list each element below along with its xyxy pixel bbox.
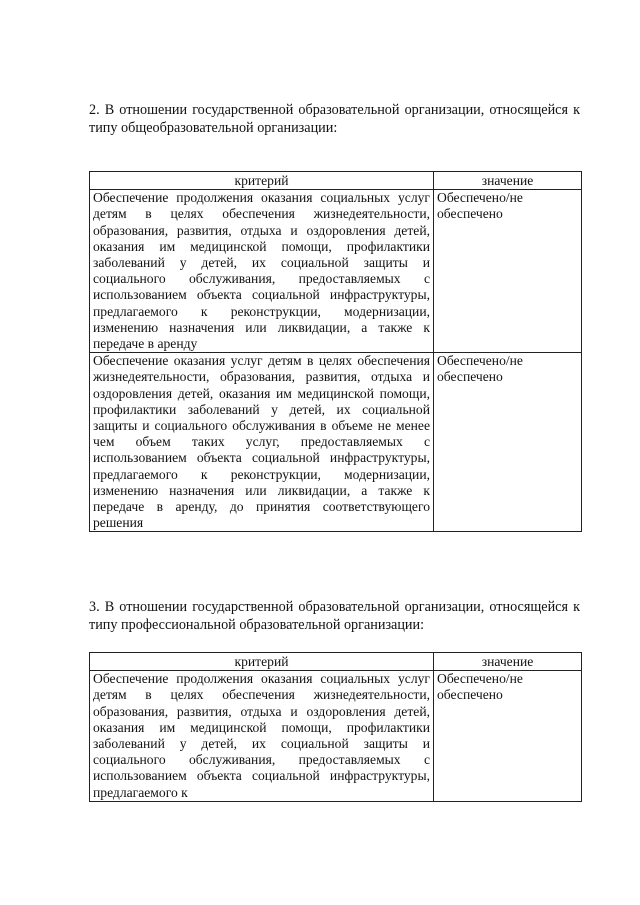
criterion-cell: Обеспечение оказания услуг детям в целях обеспечения жизнедеятельности, образования, развития, отдыха и оздоровления детей, оказания им медицинской помощи, профилактики заболеваний у детей, их социальной защиты и социального обслуживания в объеме не менее чем объем таких услуг, предоставляемых с использованием объекта социальной инфраструктуры, предлагаемого к реконструкции, модернизации, изменению назначения или ликвидации, а также к передаче в аренду, до принятия соответствующего решения (90, 353, 434, 532)
criterion-cell: Обеспечение продолжения оказания социальных услуг детям в целях обеспечения жизнедеятельности, образования, развития, отдыха и оздоровления детей, оказания им медицинской помощи, профилактики заболеваний у детей, их социальной защиты и социального обслуживания, предоставляемых с использованием объекта социальной инфраструктуры, предлагаемого к (90, 671, 434, 802)
criterion-column-header: критерий (90, 653, 434, 671)
value-cell: Обеспечено/не обеспечено (434, 671, 582, 802)
value-cell: Обеспечено/не обеспечено (434, 353, 582, 532)
section-3-criteria-table (89, 652, 582, 802)
table-header-row (90, 653, 582, 671)
table-row (90, 671, 582, 802)
value-column-header: значение (434, 172, 582, 190)
criterion-cell: Обеспечение продолжения оказания социальных услуг детям в целях обеспечения жизнедеятельности, образования, развития, отдыха и оздоровления детей, оказания им медицинской помощи, профилактики заболеваний у детей, их социальной защиты и социального обслуживания, предоставляемых с использованием объекта социальной инфраструктуры, предлагаемого к реконструкции, модернизации, изменению назначения или ликвидации, а также к передаче в аренду (90, 190, 434, 353)
criterion-column-header: критерий (90, 172, 434, 190)
value-cell: Обеспечено/не обеспечено (434, 190, 582, 353)
section-3-heading: 3. В отношении государственной образовательной организации, относящейся к типу профессиональной образовательной организации: (89, 599, 580, 633)
section-2-heading: 2. В отношении государственной образовательной организации, относящейся к типу общеобразовательной организации: (89, 102, 580, 136)
value-column-header: значение (434, 653, 582, 671)
